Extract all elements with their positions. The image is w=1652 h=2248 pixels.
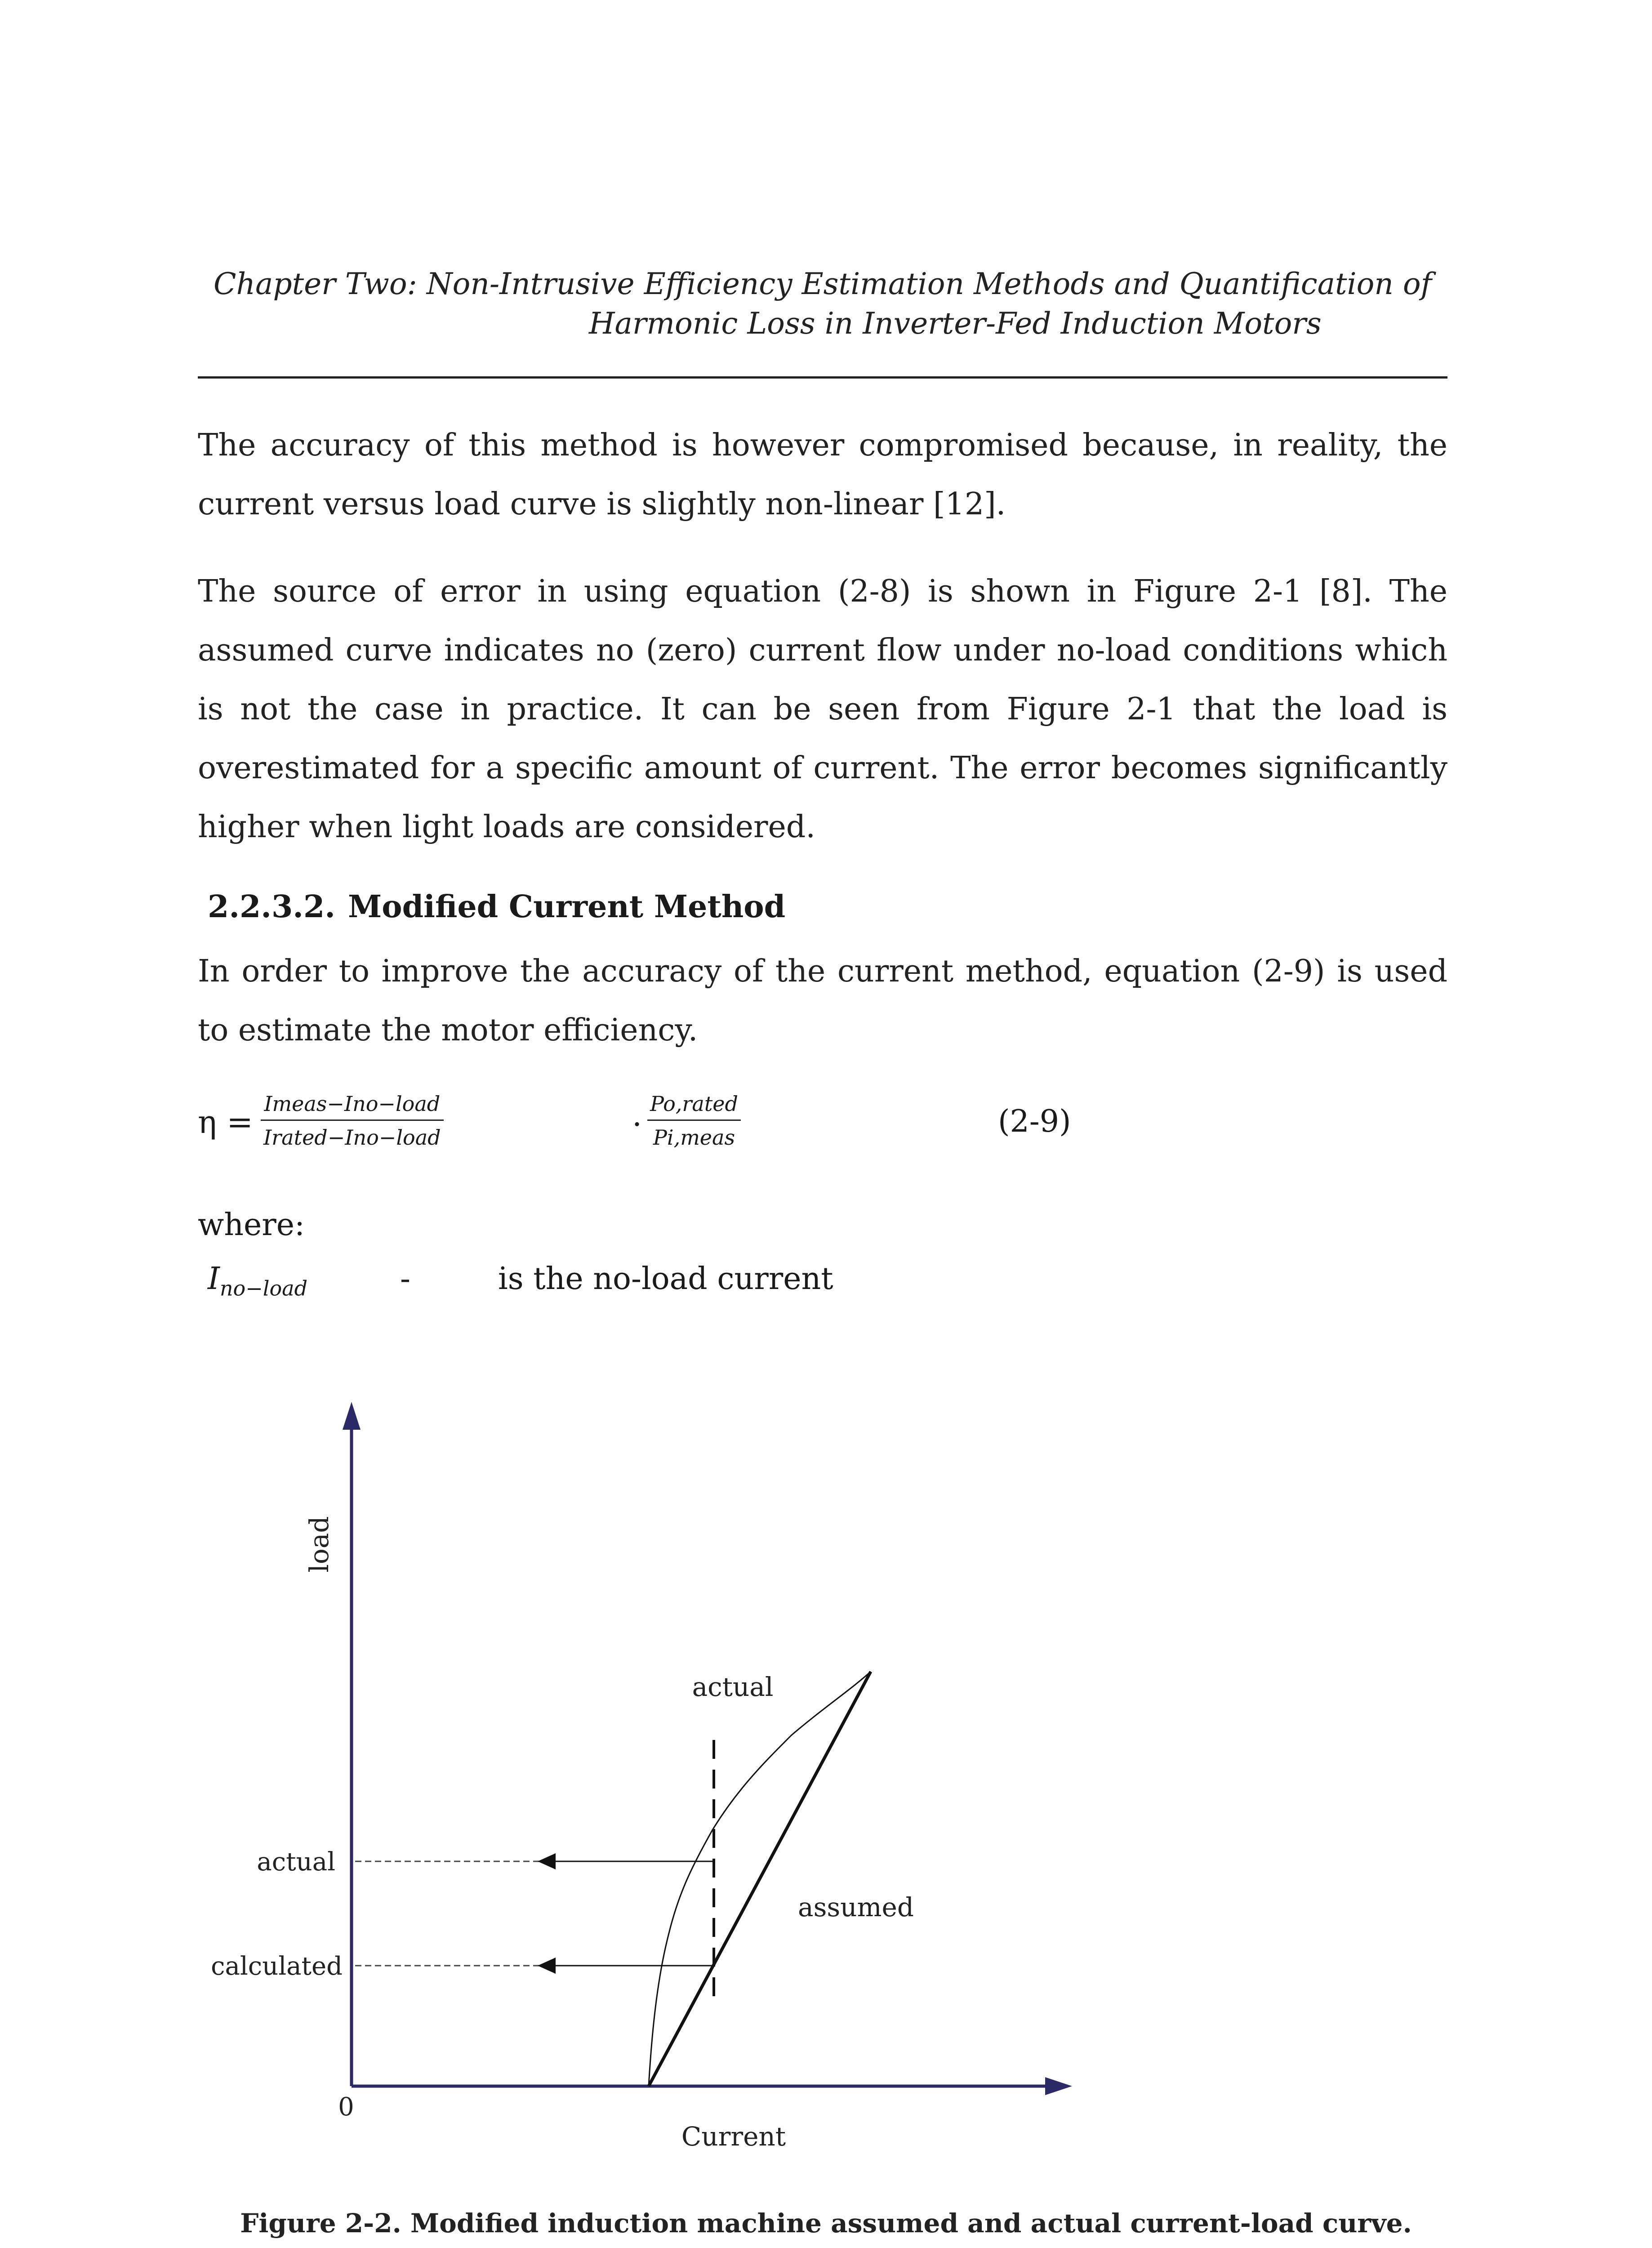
calculated-load-marker-label: calculated xyxy=(211,1952,343,1981)
paragraph-modified-method: In order to improve the accuracy of the current method, equation (2-9) is used to estimate the motor efficiency. xyxy=(198,954,1447,1048)
section-number: 2.2.3.2. xyxy=(208,889,335,925)
actual-arrowhead xyxy=(538,1853,556,1869)
x-axis-label: Current xyxy=(681,2121,786,2152)
definition-text: is the no-load current xyxy=(498,1261,833,1297)
multiply-dot: · xyxy=(632,1106,642,1143)
power-fraction-numerator: Po,rated xyxy=(647,1090,741,1121)
y-axis-label: load xyxy=(304,1516,334,1573)
y-axis-arrowhead xyxy=(343,1402,361,1430)
current-fraction-denominator: Irated−Ino−load xyxy=(263,1125,441,1150)
x-axis-arrowhead xyxy=(1045,2077,1072,2095)
power-fraction-denominator: Pi,meas xyxy=(653,1125,735,1150)
equation-number: (2-9) xyxy=(998,1104,1071,1139)
figure-caption: Figure 2-2. Modified induction machine assumed and actual current-load curve. xyxy=(240,2208,1412,2239)
origin-label: 0 xyxy=(338,2092,354,2122)
assumed-line xyxy=(649,1672,871,2086)
header-line-2: Harmonic Loss in Inverter-Fed Induction Motors xyxy=(589,306,1322,341)
where-label: where: xyxy=(198,1207,305,1243)
paragraph-accuracy: The accuracy of this method is however compromised because, in reality, the current versus load curve is slightly non-linear [12]. xyxy=(198,428,1447,522)
equation-lhs: η = xyxy=(198,1104,253,1141)
calculated-arrowhead xyxy=(538,1958,556,1974)
symbol-subscript: no−load xyxy=(219,1276,308,1301)
definition-dash: - xyxy=(400,1261,410,1297)
header-line-1: Chapter Two: Non-Intrusive Efficiency Estimation Methods and Quantification of xyxy=(214,267,1432,301)
current-fraction-numerator: Imeas−Ino−load xyxy=(261,1090,444,1121)
paragraph-source-of-error: The source of error in using equation (2-8) is shown in Figure 2-1 [8]. The assumed curve indicates no (zero) current flow under no-load conditions which is not the case in practice. It can be seen from Figure 2-1 that the load is overestimated for a specific amount of current. The error becomes significantly higher when light loads are considered. xyxy=(198,574,1447,845)
assumed-line-label: assumed xyxy=(798,1892,914,1922)
symbol-main: I xyxy=(208,1261,220,1297)
actual-load-marker-label: actual xyxy=(257,1847,335,1877)
actual-curve-label: actual xyxy=(692,1672,774,1702)
section-title: Modified Current Method xyxy=(347,889,786,925)
